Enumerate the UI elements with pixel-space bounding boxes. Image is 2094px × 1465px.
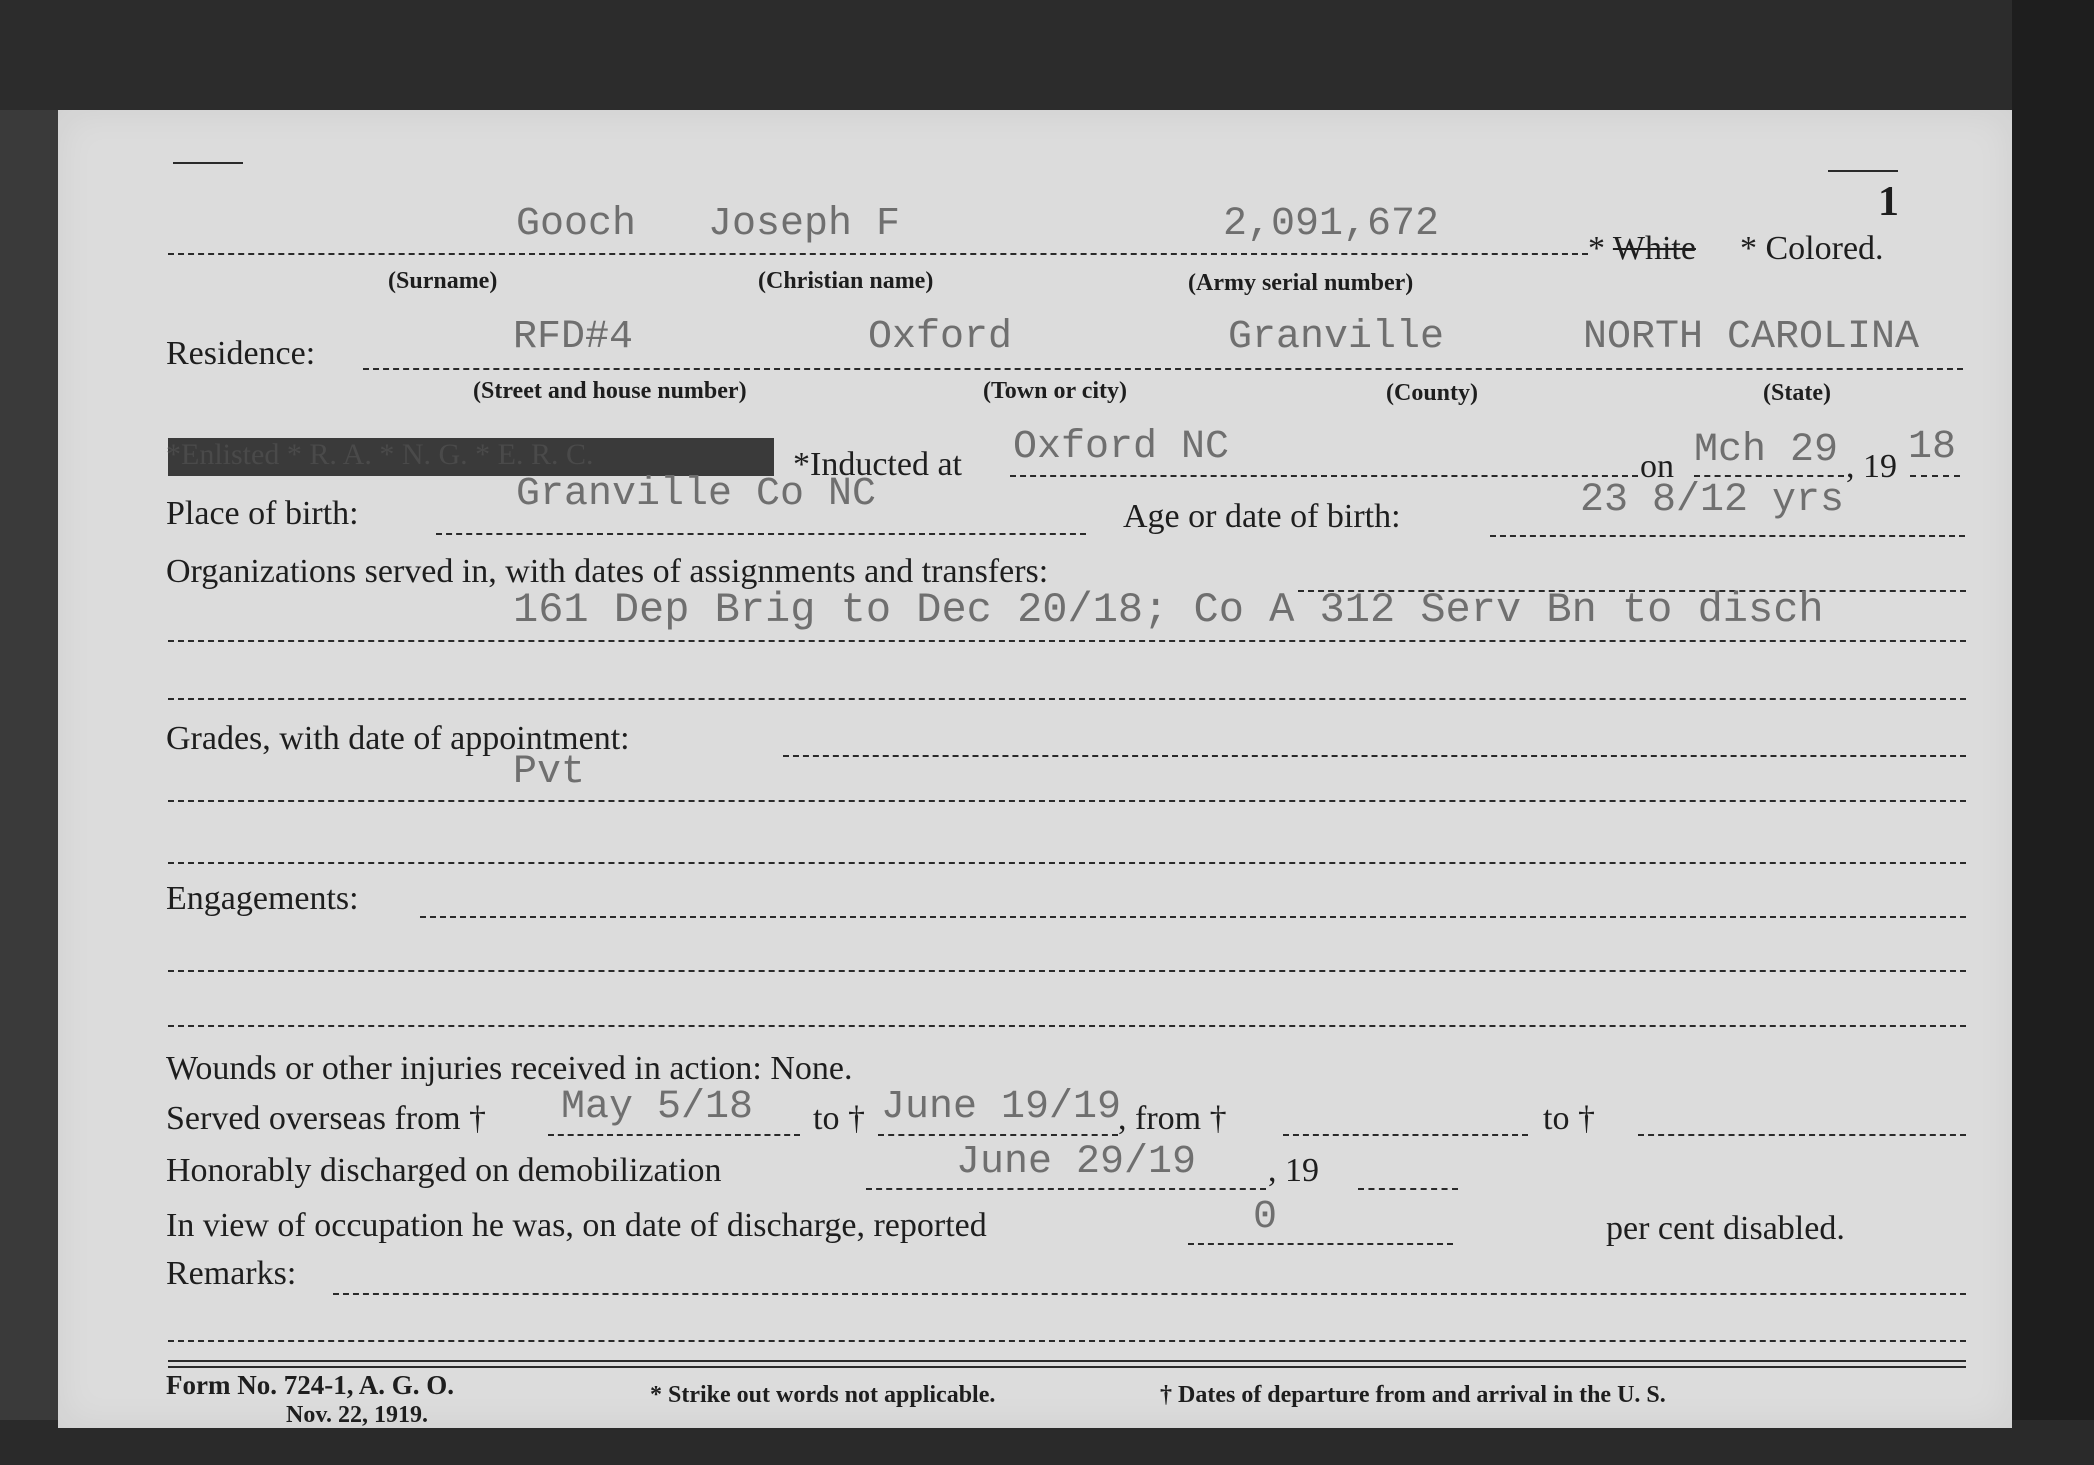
place-of-birth-label: Place of birth: — [166, 495, 359, 532]
white-struck-text: White — [1612, 230, 1696, 267]
induction-year-value: 18 — [1908, 425, 1957, 470]
discharge-line — [866, 1188, 1266, 1190]
state-caption: (State) — [1763, 380, 1831, 406]
place-of-birth-value: Granville Co NC — [516, 472, 877, 517]
inducted-at-value: Oxford NC — [1013, 425, 1230, 470]
service-record-card — [58, 110, 2012, 1428]
remarks-line-2 — [168, 1340, 1966, 1342]
overseas-to2-label: to † — [1543, 1100, 1595, 1137]
overseas-from-label: Served overseas from † — [166, 1100, 487, 1137]
white-option: * White — [1588, 230, 1696, 267]
town-value: Oxford — [868, 315, 1013, 360]
scan-background-top — [0, 0, 2094, 110]
town-caption: (Town or city) — [983, 378, 1127, 404]
remarks-label: Remarks: — [166, 1255, 297, 1292]
induction-year-line — [1910, 475, 1960, 477]
form-number: Form No. 724-1, A. G. O. — [166, 1370, 454, 1400]
grades-label: Grades, with date of appointment: — [166, 720, 630, 757]
disability-suffix: per cent disabled. — [1606, 1210, 1845, 1247]
scan-background-right — [2012, 0, 2094, 1465]
residence-line — [363, 368, 1963, 370]
age-value: 23 8/12 yrs — [1580, 478, 1845, 523]
overseas-to-line — [878, 1134, 1118, 1136]
engagements-line-3 — [168, 1025, 1966, 1027]
grades-line-2 — [168, 800, 1966, 802]
induction-date-line — [1694, 475, 1844, 477]
overseas-to-value: June 19/19 — [881, 1085, 1122, 1130]
age-line — [1490, 535, 1965, 537]
overseas-to2-line — [1638, 1134, 1966, 1136]
disability-value: 0 — [1253, 1195, 1278, 1240]
overseas-from2-line — [1283, 1134, 1528, 1136]
disability-label: In view of occupation he was, on date of discharge, reported — [166, 1207, 987, 1244]
organizations-line-3 — [168, 698, 1966, 700]
form-date: Nov. 22, 1919. — [286, 1402, 429, 1428]
overseas-from2-label: , from † — [1118, 1100, 1227, 1137]
county-value: Granville — [1228, 315, 1445, 360]
grades-line-3 — [168, 862, 1966, 864]
state-value: NORTH CAROLINA — [1583, 315, 1920, 360]
engagements-line-2 — [168, 970, 1966, 972]
inducted-at-label: *Inducted at — [793, 446, 962, 483]
on-label: on — [1640, 448, 1674, 485]
disability-line — [1188, 1243, 1453, 1245]
place-of-birth-line — [436, 533, 1086, 535]
discharge-year-line — [1358, 1188, 1458, 1190]
remarks-line-1 — [333, 1293, 1966, 1295]
enlisted-struck-label: *Enlisted * R. A. * N. G. * E. R. C. — [166, 438, 594, 471]
engagements-label: Engagements: — [166, 880, 359, 917]
wounds-label: Wounds or other injuries received in action: None. — [166, 1050, 853, 1087]
induction-date-value: Mch 29 — [1694, 428, 1839, 473]
christian-name-caption: (Christian name) — [758, 268, 934, 294]
serial-number-caption: (Army serial number) — [1188, 270, 1414, 296]
surname-caption: (Surname) — [388, 268, 498, 294]
name-line — [168, 253, 1588, 255]
grades-line-1 — [783, 755, 1966, 757]
surname-value: Gooch — [516, 202, 637, 247]
organizations-line-2 — [168, 640, 1966, 642]
age-label: Age or date of birth: — [1123, 498, 1401, 535]
engagements-line-1 — [420, 916, 1966, 918]
top-right-rule — [1828, 170, 1898, 172]
colored-option: * Colored. — [1740, 230, 1884, 267]
discharge-label: Honorably discharged on demobilization — [166, 1152, 722, 1189]
serial-number-value: 2,091,672 — [1223, 202, 1440, 247]
residence-label: Residence: — [166, 335, 316, 372]
grades-value: Pvt — [513, 750, 586, 795]
county-caption: (County) — [1386, 380, 1479, 406]
overseas-from-value: May 5/18 — [561, 1085, 754, 1130]
christian-name-value: Joseph F — [708, 202, 901, 247]
card-number: 1 — [1878, 179, 1899, 225]
top-left-rule — [173, 162, 243, 164]
street-caption: (Street and house number) — [473, 378, 747, 404]
induction-year-prefix: , 19 — [1846, 448, 1897, 485]
discharge-value: June 29/19 — [956, 1140, 1197, 1185]
footer-rule-1 — [168, 1360, 1966, 1362]
street-value: RFD#4 — [513, 315, 634, 360]
strike-out-note: * Strike out words not applicable. — [650, 1382, 996, 1408]
footer-rule-2 — [168, 1366, 1966, 1368]
overseas-to-label: to † — [813, 1100, 865, 1137]
inducted-at-line — [1010, 475, 1638, 477]
dates-note: † Dates of departure from and arrival in the U. S. — [1160, 1382, 1666, 1408]
organizations-value: 161 Dep Brig to Dec 20/18; Co A 312 Serv Bn to disch — [513, 586, 1824, 634]
overseas-from-line — [548, 1134, 800, 1136]
discharge-year-label: , 19 — [1268, 1152, 1319, 1189]
organizations-label: Organizations served in, with dates of assignments and transfers: — [166, 553, 1049, 590]
